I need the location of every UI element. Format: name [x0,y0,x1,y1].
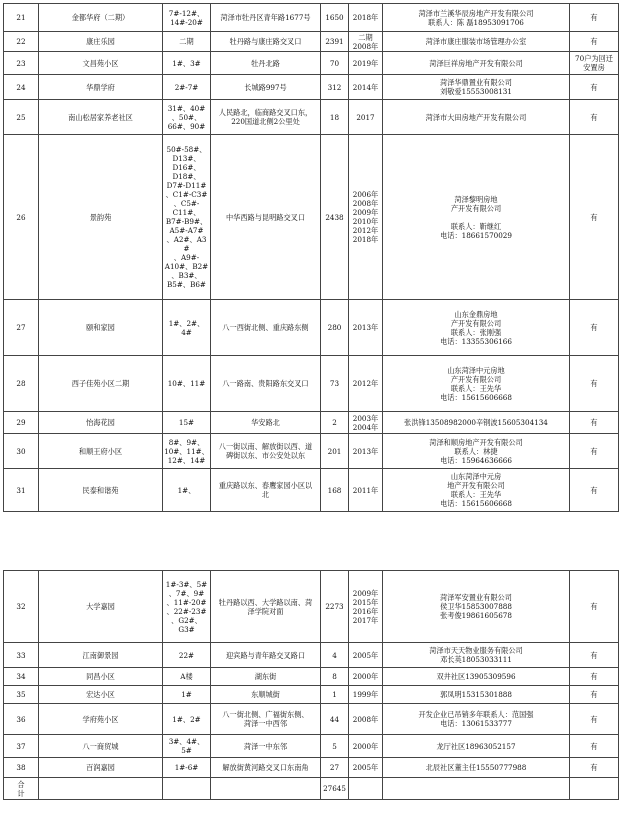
community-name-cell: 康庄乐园 [39,32,163,52]
note-cell: 有 [570,300,619,356]
building-numbers-cell: 22# [163,643,211,668]
community-name-cell: 和顺王府小区 [39,434,163,469]
household-count-cell: 2273 [321,571,349,643]
row-number-cell: 21 [4,4,39,32]
household-count-cell: 44 [321,704,349,735]
building-numbers-cell: 二期 [163,32,211,52]
note-cell: 有 [570,412,619,434]
location-cell: 菏泽市牡丹区青年路1677号 [211,4,321,32]
location-cell: 东顺城街 [211,686,321,704]
location-cell: 中华西路与昆明路交叉口 [211,135,321,300]
note-cell: 有 [570,571,619,643]
total-row [4,778,619,800]
location-cell: 八一路南、贵阳路东交叉口 [211,356,321,412]
table-row [4,686,619,704]
empty-cell [211,778,321,800]
year-cell: 2006年 2008年 2009年 2010年 2012年 2018年 [349,135,383,300]
note-cell: 有 [570,4,619,32]
household-count-cell: 1650 [321,4,349,32]
household-count-cell: 201 [321,434,349,469]
location-cell: 牡丹路以西、大学路以南、菏 泽学院对面 [211,571,321,643]
empty-cell [163,778,211,800]
year-cell: 2005年 [349,643,383,668]
developer-contact-cell: 菏泽军安置业有限公司 侯卫华15853007888 张考俊19861605678 [383,571,570,643]
household-count-cell: 2 [321,412,349,434]
building-numbers-cell: 8#、9#、 10#、11#、 12#、14# [163,434,211,469]
community-name-cell: 南山松居家养老社区 [39,100,163,135]
year-cell: 2019年 [349,52,383,75]
developer-contact-cell: 山东金鼎房地 产开发有限公司 联系人：张刚强 电话：13355306166 [383,300,570,356]
location-cell: 牡丹路与康庄路交叉口 [211,32,321,52]
year-cell: 2008年 [349,704,383,735]
building-numbers-cell: 50#-58#、 D13#、 D16#、 D18#、 D7#-D11# 、C1#-C3# 、C5#- C11#、 B7#-B9#、 A5#-A7# 、A2#、A3# 、A9#- A10#、B2# 、B3#、 B5#、B6# [163,135,211,300]
note-cell: 有 [570,469,619,512]
household-count-cell: 5 [321,735,349,758]
table-row [4,735,619,758]
developer-contact-cell: 菏泽巨祥房地产开发有限公司 [383,52,570,75]
community-name-cell: 金都华府（二期） [39,4,163,32]
table-row [4,356,619,412]
data-table-part-2 [3,570,619,800]
household-count-cell: 280 [321,300,349,356]
table-row [4,704,619,735]
community-name-cell: 民泰和谐苑 [39,469,163,512]
household-count-cell: 8 [321,668,349,686]
household-count-cell: 18 [321,100,349,135]
table-row [4,643,619,668]
community-name-cell: 宏达小区 [39,686,163,704]
year-cell: 2000年 [349,668,383,686]
note-cell: 有 [570,434,619,469]
empty-cell [39,778,163,800]
row-number-cell: 23 [4,52,39,75]
note-cell: 有 [570,643,619,668]
note-cell: 有 [570,75,619,100]
household-count-cell: 168 [321,469,349,512]
row-number-cell: 24 [4,75,39,100]
community-name-cell: 西子佳苑小区二期 [39,356,163,412]
building-numbers-cell: 1# [163,686,211,704]
developer-contact-cell: 菏泽市康庄服装市场管理办公室 [383,32,570,52]
developer-contact-cell: 菏泽市天天物业服务有限公司 邓长英18053033111 [383,643,570,668]
table-row [4,571,619,643]
note-cell: 有 [570,135,619,300]
note-cell: 有 [570,735,619,758]
community-name-cell: 八一商贸城 [39,735,163,758]
building-numbers-cell: 1#、2#、 4# [163,300,211,356]
location-cell: 解放街黄河路交叉口东南角 [211,758,321,778]
year-cell: 2013年 [349,300,383,356]
year-cell: 二期 2008年 [349,32,383,52]
building-numbers-cell: 1#、2# [163,704,211,735]
developer-contact-cell: 双井社区13905309596 [383,668,570,686]
community-name-cell: 颐和家园 [39,300,163,356]
row-number-cell: 34 [4,668,39,686]
row-number-cell: 32 [4,571,39,643]
building-numbers-cell: 1#-6# [163,758,211,778]
developer-contact-cell: 山东菏泽中元房 地产开发有限公司 联系人：王先华 电话：15615606668 [383,469,570,512]
row-number-cell: 29 [4,412,39,434]
table-row [4,412,619,434]
note-cell: 有 [570,356,619,412]
building-numbers-cell: 1#、 [163,469,211,512]
year-cell: 2014年 [349,75,383,100]
community-name-cell: 文昌苑小区 [39,52,163,75]
row-number-cell: 38 [4,758,39,778]
developer-contact-cell: 菏泽市兰溪华辰房地产开发有限公司 联系人：陈 磊18953091706 [383,4,570,32]
location-cell: 八一西街北侧、重庆路东侧 [211,300,321,356]
community-name-cell: 景韵苑 [39,135,163,300]
table-row [4,52,619,75]
location-cell: 迎宾路与青年路交叉路口 [211,643,321,668]
row-number-cell: 35 [4,686,39,704]
table-row [4,469,619,512]
developer-contact-cell: 郭凤明15315301888 [383,686,570,704]
year-cell: 2005年 [349,758,383,778]
building-numbers-cell: 7#-12#、 14#-20# [163,4,211,32]
developer-contact-cell: 菏泽市大田房地产开发有限公司 [383,100,570,135]
row-number-cell: 33 [4,643,39,668]
building-numbers-cell: 1#-3#、5# 、7#、9# 、11#-20# 、22#-23# 、G2#、 G3# [163,571,211,643]
total-count: 27645 [321,778,349,800]
building-numbers-cell: A楼 [163,668,211,686]
building-numbers-cell: 15# [163,412,211,434]
row-number-cell: 36 [4,704,39,735]
community-name-cell: 大学嘉园 [39,571,163,643]
empty-cell [383,778,570,800]
location-cell: 长城路997号 [211,75,321,100]
year-cell: 2000年 [349,735,383,758]
location-cell: 牡丹北路 [211,52,321,75]
developer-contact-cell: 菏泽华鼎置业有限公司 刘敬爱15553008131 [383,75,570,100]
location-cell: 人民路北，临商路交叉口东， 220国道北侧2公里处 [211,100,321,135]
community-name-cell: 同昌小区 [39,668,163,686]
row-number-cell: 37 [4,735,39,758]
year-cell: 1999年 [349,686,383,704]
row-number-cell: 31 [4,469,39,512]
row-number-cell: 22 [4,32,39,52]
note-cell: 70户为回迁 安置房 [570,52,619,75]
note-cell: 有 [570,32,619,52]
table-row [4,100,619,135]
table-row [4,32,619,52]
community-name-cell: 怡海花园 [39,412,163,434]
location-cell: 华安路北 [211,412,321,434]
table-row [4,75,619,100]
building-numbers-cell: 2#-7# [163,75,211,100]
year-cell: 2012年 [349,356,383,412]
location-cell: 重庆路以东、春鹰家园小区以 北 [211,469,321,512]
building-numbers-cell: 3#、4#、 5# [163,735,211,758]
table-row [4,434,619,469]
household-count-cell: 1 [321,686,349,704]
location-cell: 八一街以南、解放街以西、道 碑街以东、市公安处以东 [211,434,321,469]
building-numbers-cell: 1#、3# [163,52,211,75]
year-cell: 2013年 [349,434,383,469]
household-count-cell: 2438 [321,135,349,300]
row-number-cell: 30 [4,434,39,469]
household-count-cell: 312 [321,75,349,100]
table-row [4,300,619,356]
table-row [4,758,619,778]
household-count-cell: 4 [321,643,349,668]
household-count-cell: 73 [321,356,349,412]
row-number-cell: 26 [4,135,39,300]
developer-contact-cell: 龙厅社区18963052157 [383,735,570,758]
community-name-cell: 华鼎学府 [39,75,163,100]
empty-cell [570,778,619,800]
location-cell: 湖东街 [211,668,321,686]
developer-contact-cell: 菏泽黎明房地 产开发有限公司 联系人：靳继红 电话：18661570029 [383,135,570,300]
developer-contact-cell: 山东菏泽中元房地 产开发有限公司 联系人：王先华 电话：15615606668 [383,356,570,412]
location-cell: 菏泽一中东邻 [211,735,321,758]
developer-contact-cell: 北辰社区董主任15550777988 [383,758,570,778]
building-numbers-cell: 10#、11# [163,356,211,412]
year-cell: 2018年 [349,4,383,32]
year-cell: 2011年 [349,469,383,512]
note-cell: 有 [570,758,619,778]
year-cell: 2009年 2015年 2016年 2017年 [349,571,383,643]
empty-cell [349,778,383,800]
note-cell: 有 [570,704,619,735]
community-name-cell: 百润嘉园 [39,758,163,778]
row-number-cell: 28 [4,356,39,412]
table-row [4,668,619,686]
note-cell: 有 [570,100,619,135]
developer-contact-cell: 张洪锋13508982000辛钢波15605304134 [383,412,570,434]
row-number-cell: 25 [4,100,39,135]
developer-contact-cell: 菏泽和顺房地产开发有限公司 联系人：林捷 电话：15964636666 [383,434,570,469]
year-cell: 2017 [349,100,383,135]
household-count-cell: 27 [321,758,349,778]
location-cell: 八一街北侧、广福街东侧、 菏泽一中西邻 [211,704,321,735]
developer-contact-cell: 开发企业已吊销多年联系人：范国强 电话：13061533777 [383,704,570,735]
row-number-cell: 27 [4,300,39,356]
data-table-part-1 [3,3,619,512]
note-cell: 有 [570,686,619,704]
table-row [4,135,619,300]
year-cell: 2003年 2004年 [349,412,383,434]
community-name-cell: 江南御景园 [39,643,163,668]
total-label: 合 计 [4,778,39,800]
building-numbers-cell: 31#、40# 、50#、 66#、90# [163,100,211,135]
table-row [4,4,619,32]
note-cell: 有 [570,668,619,686]
household-count-cell: 70 [321,52,349,75]
household-count-cell: 2391 [321,32,349,52]
community-name-cell: 学府苑小区 [39,704,163,735]
